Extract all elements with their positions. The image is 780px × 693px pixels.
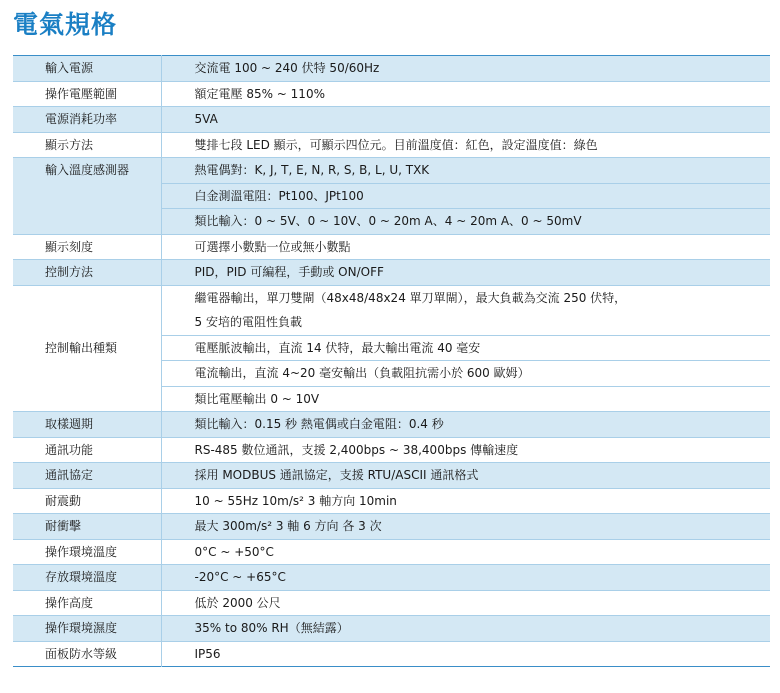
table-row: [13, 539, 770, 565]
spec-label: 輸入電源: [13, 56, 161, 82]
spec-label: 通訊功能: [13, 437, 161, 463]
spec-table: [13, 55, 770, 667]
spec-value: 5 安培的電阻性負載: [161, 310, 770, 335]
table-row: [13, 285, 770, 310]
spec-value: 額定電壓 85% ~ 110%: [161, 81, 770, 107]
table-row: [13, 56, 770, 82]
spec-value: 低於 2000 公尺: [161, 590, 770, 616]
table-row: [13, 488, 770, 514]
spec-value: RS-485 數位通訊，支援 2,400bps ~ 38,400bps 傳輸速度: [161, 437, 770, 463]
spec-label: 操作環境溫度: [13, 539, 161, 565]
spec-value: 白金測溫電阻：Pt100、JPt100: [161, 183, 770, 209]
spec-label: 操作高度: [13, 590, 161, 616]
spec-label: 電源消耗功率: [13, 107, 161, 133]
spec-label: 顯示刻度: [13, 234, 161, 260]
spec-label: 控制方法: [13, 260, 161, 286]
spec-value: 交流電 100 ~ 240 伏特 50/60Hz: [161, 56, 770, 82]
spec-value: 0°C ~ +50°C: [161, 539, 770, 565]
spec-value: 採用 MODBUS 通訊協定，支援 RTU/ASCII 通訊格式: [161, 463, 770, 489]
table-row: [13, 590, 770, 616]
spec-label: 取樣週期: [13, 412, 161, 438]
table-row: [13, 565, 770, 591]
spec-label: 輸入溫度感測器: [13, 158, 161, 235]
spec-label: 操作電壓範圍: [13, 81, 161, 107]
spec-value: 類比電壓輸出 0 ~ 10V: [161, 386, 770, 412]
spec-value: 繼電器輸出，單刀雙閘（48x48/48x24 單刀單閘），最大負載為交流 250 伏特，: [194, 290, 627, 305]
spec-value: IP56: [194, 646, 221, 661]
spec-value: 電壓脈波輸出，直流 14 伏特，最大輸出電流 40 毫安: [161, 335, 770, 361]
spec-value: 最大 300m/s² 3 軸 6 方向 各 3 次: [161, 514, 770, 540]
spec-value: 電流輸出，直流 4~20 毫安輸出（負載阻抗需小於 600 歐姆）: [161, 361, 770, 387]
spec-value: 可選擇小數點一位或無小數點: [161, 234, 770, 260]
spec-value: 雙排七段 LED 顯示，可顯示四位元。目前溫度值：紅色，設定溫度值：綠色: [161, 132, 770, 158]
table-row: [13, 412, 770, 438]
spec-value: 類比輸入：0 ~ 5V、0 ~ 10V、0 ~ 20m A、4 ~ 20m A、0 ~ 50mV: [161, 209, 770, 235]
table-row: [13, 437, 770, 463]
spec-value: PID，PID 可編程，手動或 ON/OFF: [161, 260, 770, 286]
spec-label: 通訊協定: [13, 463, 161, 489]
spec-value: 類比輸入：0.15 秒 熱電偶或白金電阻：0.4 秒: [161, 412, 770, 438]
spec-value: 35% to 80% RH（無結露）: [161, 616, 770, 642]
spec-label: 控制輸出種類: [13, 285, 161, 412]
spec-label: 操作環境濕度: [13, 616, 161, 642]
spec-label: 顯示方法: [13, 132, 161, 158]
spec-value: 熱電偶對：K, J, T, E, N, R, S, B, L, U, TXK: [161, 158, 770, 184]
table-row: [13, 641, 770, 667]
table-row: [13, 107, 770, 133]
spec-value: -20°C ~ +65°C: [161, 565, 770, 591]
spec-label: 存放環境溫度: [13, 565, 161, 591]
spec-value: 10 ~ 55Hz 10m/s² 3 軸方向 10min: [161, 488, 770, 514]
spec-label: 面板防水等級: [13, 641, 161, 667]
table-row: [13, 81, 770, 107]
table-row: [13, 616, 770, 642]
table-row: [13, 158, 770, 184]
spec-label: 耐震動: [13, 488, 161, 514]
spec-value: 5VA: [161, 107, 770, 133]
page-title: 電氣規格: [13, 10, 118, 39]
table-row: [13, 514, 770, 540]
table-row: [13, 132, 770, 158]
table-row: [13, 260, 770, 286]
table-row: [13, 234, 770, 260]
spec-label: 耐衝擊: [13, 514, 161, 540]
table-row: [13, 463, 770, 489]
